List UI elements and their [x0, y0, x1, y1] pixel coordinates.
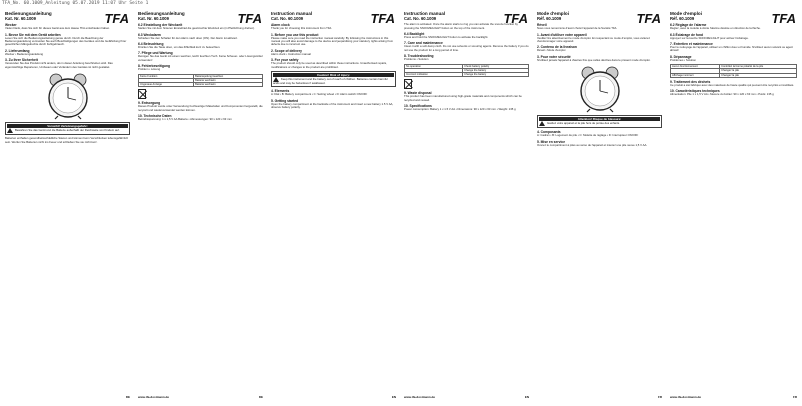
section — [404, 32, 529, 39]
footer-url: www.tfa-dostmann.de — [404, 395, 436, 399]
page-title: Instruction manual — [271, 11, 313, 16]
table-row — [139, 83, 263, 87]
section-heading: 3. Zu Ihrer Sicherheit — [5, 58, 38, 63]
table-cell: Batterie wechseln — [194, 83, 263, 87]
table-cell: Change the battery — [463, 73, 529, 77]
section-heading: 4. Elements — [271, 89, 290, 94]
section-text: Reinigen Sie das Gerät mit einem weichen, leicht feuchten Tuch. Keine Scheuer- oder Lösungsmittel verwenden! — [138, 54, 263, 62]
section — [138, 114, 263, 121]
page-footer — [670, 395, 797, 399]
manual-page — [534, 9, 665, 401]
section-heading: 7. Entretien et maintenance — [670, 42, 713, 47]
section — [404, 91, 529, 102]
warning-text: Keep this instrument and the battery out of reach of children. Batteries contain harmful acids and may be hazardous if swallowed. — [273, 77, 388, 86]
section — [271, 99, 396, 110]
footer-url: www.tfa-dostmann.de — [138, 395, 170, 399]
section-text: Alimentation: Pile 1 x 1,5 V AA • Mesure du boîtier: 90 x 120 x 63 mm • Poids: 135 g — [670, 92, 774, 97]
section-text: Alarm clock • Instruction manual — [271, 51, 311, 56]
troubleshooting-table — [670, 64, 797, 78]
table-cell: Keine Funktion — [139, 74, 194, 78]
alarm-clock-illustration — [576, 65, 624, 113]
section-text: The product should only be used as described within these instructions. Unauthorised repairs, modifications or changes to the product are prohibited. — [271, 61, 387, 69]
table-cell: Changez la pile — [720, 69, 797, 73]
section-text: Press and hold the SNOOZE/LIGHT button to activate the backlight. — [404, 35, 489, 40]
page-title: Bedienungsanleitung — [5, 11, 52, 16]
section-heading: 6.4 Backlight — [404, 32, 425, 37]
section-heading: 10. Caractéristiques techniques — [670, 89, 720, 94]
table-cell: Ungenaue Anzeige — [139, 83, 194, 87]
section-text: Réglez, avec la molette à droite l'alarme désirée en direction de la flèche. — [670, 26, 761, 31]
footer-lang: DE — [125, 395, 130, 399]
table-row — [405, 73, 529, 77]
section-heading: 9. Waste disposal — [404, 91, 432, 96]
brand-logo: TFA — [370, 11, 395, 26]
section-text: Please make sure you read the instruction manual carefully. By following the instructions in this manual you will also avoid damage to the device and jeopardising your statutory rights arising from defects due to incorrect use. — [271, 35, 394, 47]
page-title: Mode d'emploi — [670, 11, 702, 16]
table-cell: Contrôlez la bonne polarité de la pile — [720, 65, 797, 69]
section-heading: 6.3 Weckalarm — [138, 32, 161, 37]
section-heading: 8. Fehlerbeseitigung — [138, 64, 171, 69]
section-heading: 6.4 Beleuchtung — [138, 42, 164, 47]
catalog-number: Cat. No. 60.1009 — [271, 16, 304, 22]
section-text: Vielen Dank, dass Sie sich für dieses Gerät aus dem Hause TFA entschieden haben. — [5, 26, 110, 31]
manual-page — [667, 9, 800, 401]
catalog-number: Cat. No. 60.1009 — [404, 16, 437, 22]
footer-url: www.tfa-dostmann.de — [670, 395, 702, 399]
brand-logo: TFA — [237, 11, 262, 26]
section-text: Batterien enthalten gesundheitsschädliche Säuren und können beim Verschlucken lebensgefährlich sein. Werfen Sie Batterien nicht ins Feuer und schließen Sie sie nicht kurz. — [5, 136, 129, 144]
section-text: Clean it with a soft damp cloth. Do not use solvents or scouring agents. Remove the battery if you do not use the product for a long period of time. — [404, 44, 529, 52]
section-heading: 5. Getting started — [271, 98, 299, 103]
table-cell: Batteriepolung beachten — [194, 74, 263, 78]
brand-logo: TFA — [771, 11, 796, 26]
section-heading: 2. Contenu de la livraison — [537, 45, 577, 50]
footer-lang: FR — [793, 395, 797, 399]
section-text: The alarm is activated. Once the alarm starts to ring you can activate the snooze function by pressing the SNOOZE/LIGHT button on the top of the instrument. — [404, 22, 518, 30]
section — [5, 49, 130, 56]
section-text: Veuillez lire attentivement le mode d'emploi. En respectant ce mode d'emploi, vous éviterez d'endommager votre appareil. — [537, 35, 651, 44]
section — [138, 64, 263, 71]
section — [138, 51, 263, 62]
section — [271, 33, 396, 47]
page-footer — [404, 395, 529, 399]
section-heading: 4. Composants — [537, 130, 561, 135]
catalog-number: Kat. Nr. 60.1009 — [138, 16, 169, 22]
warning-row — [273, 77, 394, 85]
section-heading: 5. Mise en service — [537, 139, 566, 144]
footer-lang: EN — [391, 395, 396, 399]
section-text: Stellen Sie mit dem hinteren Einstellrad die gewünschte Weckzeit ein (in Pfeilrichtung drehen). — [138, 26, 255, 31]
section — [271, 89, 396, 96]
section — [670, 55, 797, 62]
section — [5, 33, 130, 47]
section-text: Ouvrez le compartiment à piles au verso de l'appareil et insérez une pile neuve 1,5 V AA. — [537, 142, 648, 147]
crossed-bin-icon — [138, 89, 146, 99]
section-text: Lesen Sie sich die Bedienungsanleitung genau durch. Durch die Beachtung der Bedienungsanleitung vermeiden Sie auch Beschädigungen des Gerätes und die Gefährdung Ihrer gesetzlichen Mängelrechte durch Fehlgebrauch. — [5, 35, 127, 47]
section-text: Problem • Lösung — [138, 67, 161, 72]
page-title: Mode d'emploi — [537, 11, 569, 16]
page-footer — [5, 395, 130, 399]
section — [138, 42, 263, 49]
section — [670, 33, 797, 40]
section-heading: 2. Scope of delivery — [271, 48, 302, 53]
manual-page — [268, 9, 399, 401]
section — [138, 101, 263, 112]
section — [138, 33, 263, 40]
section-heading: 7. Pflege und Wartung — [138, 51, 173, 56]
section-text: Réveil • Mode d'emploi — [537, 48, 566, 53]
table-cell: Aucun fonctionnement — [671, 65, 720, 69]
section-text: A: Dial • B: Battery compartment • C: Setting wheel • D: Alarm switch ON/OFF — [271, 92, 368, 97]
section-text: A: Cadran • B: Logement de pile • C: Molette de réglage • D: Interrupteur ON/OFF — [537, 133, 639, 138]
section-heading: 10. Technische Daten — [138, 114, 172, 119]
warning-heading: Caution! Risk of injury: — [273, 73, 394, 77]
section — [537, 130, 662, 137]
section-text: N'utilisez jamais l'appareil à d'autres fins que celles décrites dans le présent mode d'emploi. — [537, 57, 651, 62]
warning-text: Gardez votre appareil et la pile hors de portée des enfants. — [547, 121, 620, 126]
table-row — [671, 73, 797, 77]
section-text: Pour le nettoyage de l'appareil, utilisez un chiffon doux et humide. N'utilisez aucun solvant ou agent abrasif. — [670, 45, 793, 53]
catalog-number: Réf. 60.1009 — [537, 16, 562, 22]
section-heading: 2. Lieferumfang — [5, 48, 30, 53]
section — [271, 58, 396, 69]
section-text: This product has been manufactured using high-grade materials and components which can be recycled and reused. — [404, 94, 522, 102]
warning-row — [7, 128, 128, 133]
page-footer — [271, 395, 396, 399]
section — [5, 137, 130, 144]
warning-text: Bewahren Sie das Gerät und die Batterie außerhalb der Reichweite von Kindern auf. — [15, 128, 120, 133]
section-text: Wecker • Bedienungsanleitung — [5, 51, 44, 56]
section-text: Problèmes • Solution — [670, 57, 697, 62]
section-text: Open the battery compartment at the backside of the instrument and insert a new battery 1.5 V AA, observe battery polarity. — [271, 101, 394, 110]
section-heading: 7. Care and maintenance — [404, 41, 443, 46]
clock-icon — [576, 65, 624, 113]
section — [670, 42, 797, 53]
table-cell: Change the battery — [463, 68, 529, 72]
section-text: Thank you for choosing this instrument from TFA. — [271, 26, 333, 31]
catalog-number: Réf. 60.1009 — [670, 16, 695, 22]
disposal-notice — [138, 89, 263, 99]
section-heading: Wecker — [5, 23, 17, 28]
disposal-notice — [404, 79, 529, 89]
section-heading: 1. Avant d'utiliser votre appareil — [537, 32, 587, 37]
page-title: Bedienungsanleitung — [138, 11, 185, 16]
manual-page — [401, 9, 532, 401]
section — [404, 104, 529, 111]
section-text: Power consumption: Battery 1 x 1.5 V AA • Dimensions: 90 x 120 x 63 mm • Weight: 135 g — [404, 107, 516, 112]
section-heading: 10. Specifications — [404, 104, 432, 109]
brand-logo: TFA — [636, 11, 661, 26]
brand-logo: TFA — [503, 11, 528, 26]
table-cell: Incorrect indication — [405, 73, 463, 77]
manual-page — [2, 9, 133, 401]
section-heading: Réveil — [537, 23, 547, 28]
footer-lang: FR — [658, 395, 662, 399]
section-heading: 6.2 Einstellung der Weckzeit — [138, 23, 183, 28]
section — [271, 49, 396, 56]
section-heading: 8. Troubleshooting — [404, 54, 434, 59]
warning-box — [5, 122, 130, 135]
print-header: TFA_No. 60.1009_Anleitung 05.07.2019 11:07 Uhr Seite 1 — [2, 1, 149, 6]
section — [537, 55, 662, 62]
warning-box — [537, 115, 662, 128]
section-text: Problems • Solution — [404, 57, 429, 62]
section-text: Nous vous remercions d'avoir choisi l'appareil de la Société TFA. — [537, 26, 618, 31]
brand-logo: TFA — [104, 11, 129, 26]
section-heading: 1. Before you use this product — [271, 32, 319, 37]
section-heading: Alarm clock — [271, 23, 290, 28]
warning-heading: Attention! Risque de blessure: — [539, 117, 660, 121]
warning-heading: Vorsicht! Verletzungsgefahr: — [7, 124, 128, 128]
table-cell: Affichage incorrect — [671, 73, 720, 77]
table-cell: No operation — [405, 64, 463, 68]
section-text: Betriebsspannung: 1 x 1,5 V AA Batterie • Abmessungen: 90 x 120 x 63 mm — [138, 117, 232, 122]
warning-row — [539, 121, 660, 126]
section-heading: 6.2 Réglage de l'alarme — [670, 23, 707, 28]
crossed-bin-icon — [404, 79, 412, 89]
section-heading: 3. For your safety — [271, 58, 299, 63]
section-heading: 9. Entsorgung — [138, 101, 161, 106]
troubleshooting-table — [404, 64, 529, 78]
section — [670, 80, 797, 87]
footer-lang: DE — [258, 395, 263, 399]
section-text: Schieben Sie den Schalter für den Alarm nach oben (ON). Der Alarm ist aktiviert. — [138, 35, 238, 40]
footer-lang: EN — [524, 395, 529, 399]
page-footer — [537, 395, 662, 399]
section — [5, 58, 130, 69]
section-text: Appuyez sur la touche SNOOZE/LIGHT pour activer l'éclairage. — [670, 35, 749, 40]
warning-icon — [7, 128, 13, 133]
section-heading: 1. Bevor Sie mit dem Gerät arbeiten — [5, 32, 61, 37]
alarm-clock-illustration — [44, 72, 92, 120]
section — [404, 41, 529, 52]
section-text: Dieses Produkt wurde unter Verwendung hochwertiger Materialien und Komponenten hergestellt, die recycelt und wiederverwendet werden können. — [138, 104, 263, 112]
page-title: Instruction manual — [404, 11, 446, 16]
section-heading: 3. Pour votre sécurité — [537, 54, 571, 59]
page-footer — [138, 395, 263, 399]
section — [537, 45, 662, 52]
table-cell: Batterie wechseln — [194, 78, 263, 82]
section — [537, 140, 662, 147]
section-heading: 9. Traitement des déchets — [670, 79, 711, 84]
section — [670, 89, 797, 96]
section — [404, 54, 529, 61]
table-cell: Changez la pile — [720, 73, 797, 77]
warning-icon — [539, 121, 545, 126]
section-heading: 8. Dépannage — [670, 54, 692, 59]
table-cell: Check battery polarity — [463, 64, 529, 68]
catalog-number: Kat. Nr. 60.1009 — [5, 16, 36, 22]
section — [537, 33, 662, 44]
clock-icon — [44, 72, 92, 120]
section-text: Verwenden Sie das Produkt nicht anders, als in dieser Anleitung beschrieben wird. Das eigenmächtige Reparieren, Umbauen oder Verändern des Gerätes ist nicht gestattet. — [5, 61, 113, 69]
manual-page — [135, 9, 266, 401]
section-text: Drücken Sie die Taste oben, um das Zifferblatt kurz zu beleuchten. — [138, 45, 221, 50]
troubleshooting-table — [138, 74, 263, 88]
warning-box — [271, 71, 396, 87]
section-heading: 6.3 Éclairage de fond — [670, 32, 703, 37]
section-text: Ce produit a été fabriqué avec des matériaux de haute qualité qui peuvent être recyclés et réutilisés. — [670, 82, 795, 87]
